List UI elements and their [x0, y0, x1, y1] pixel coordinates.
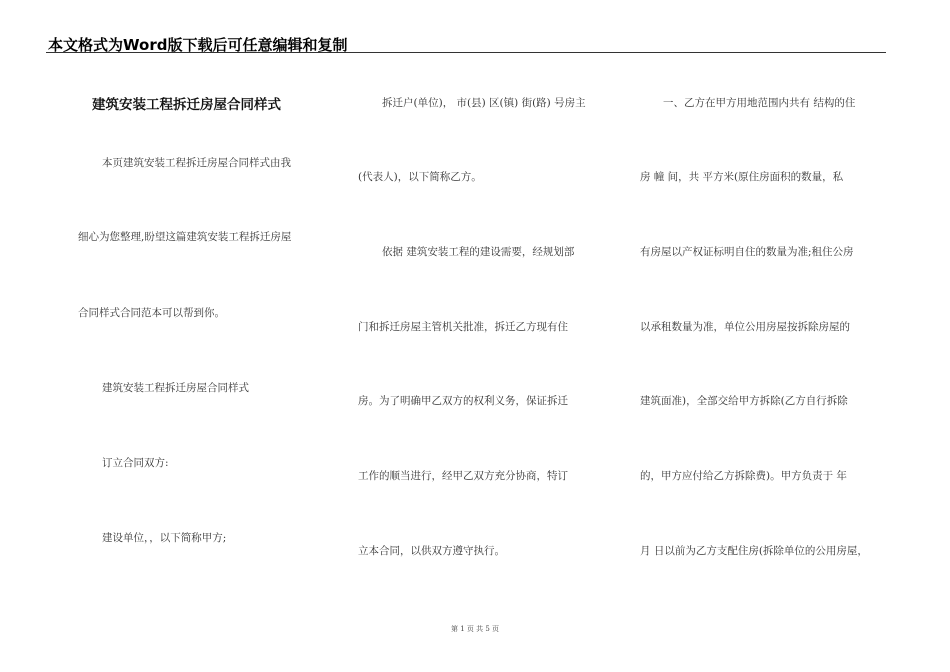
text-line: 拆迁户(单位)， 市(县) 区(镇) 街(路) 号房主 [382, 97, 586, 109]
text-line: 以承租数量为准，单位公用房屋按拆除房屋的 [640, 321, 850, 333]
text-line: 本页建筑安装工程拆迁房屋合同样式由我 [102, 157, 291, 169]
page-footer: 第 1 页 共 5 页 [450, 625, 500, 633]
text-line: 建筑面准)，全部交给甲方拆除(乙方自行拆除 [640, 395, 848, 407]
text-line: 细心为您整理,盼望这篇建筑安装工程拆迁房屋 [78, 231, 292, 243]
text-line: 一、乙方在甲方用地范围内共有 结构的住 [663, 97, 856, 109]
document-title: 建筑安装工程拆迁房屋合同样式 [92, 97, 281, 113]
text-line: 建筑安装工程拆迁房屋合同样式 [102, 382, 249, 394]
text-line: 有房屋以产权证标明自住的数量为准;租住公房 [640, 246, 854, 258]
page-header: 本文格式为Word版下载后可任意编辑和复制 [48, 36, 348, 54]
text-line: 月 日以前为乙方支配住房(拆除单位的公用房屋， [640, 545, 868, 557]
text-line: 依据 建筑安装工程的建设需要，经规划部 [382, 246, 575, 258]
text-line: 工作的顺当进行，经甲乙双方充分协商，特订 [358, 470, 568, 482]
header-divider [46, 52, 886, 53]
text-line: 合同样式合同范本可以帮到你。 [78, 307, 225, 319]
text-line: 建设单位，，以下简称甲方; [102, 532, 227, 544]
text-line: 门和拆迁房屋主管机关批准，拆迁乙方现有住 [358, 321, 568, 333]
text-line: 房 幢 间，共 平方米(原住房面积的数量，私 [640, 171, 844, 183]
text-line: 立本合同，以供双方遵守执行。 [358, 545, 505, 557]
text-line: 房。为了明确甲乙双方的权利义务，保证拆迁 [358, 395, 568, 407]
text-line: (代表人)，以下简称乙方。 [358, 171, 482, 183]
text-line: 的，甲方应付给乙方拆除费)。甲方负责于 年 [640, 470, 847, 482]
text-line: 订立合同双方: [102, 457, 169, 469]
